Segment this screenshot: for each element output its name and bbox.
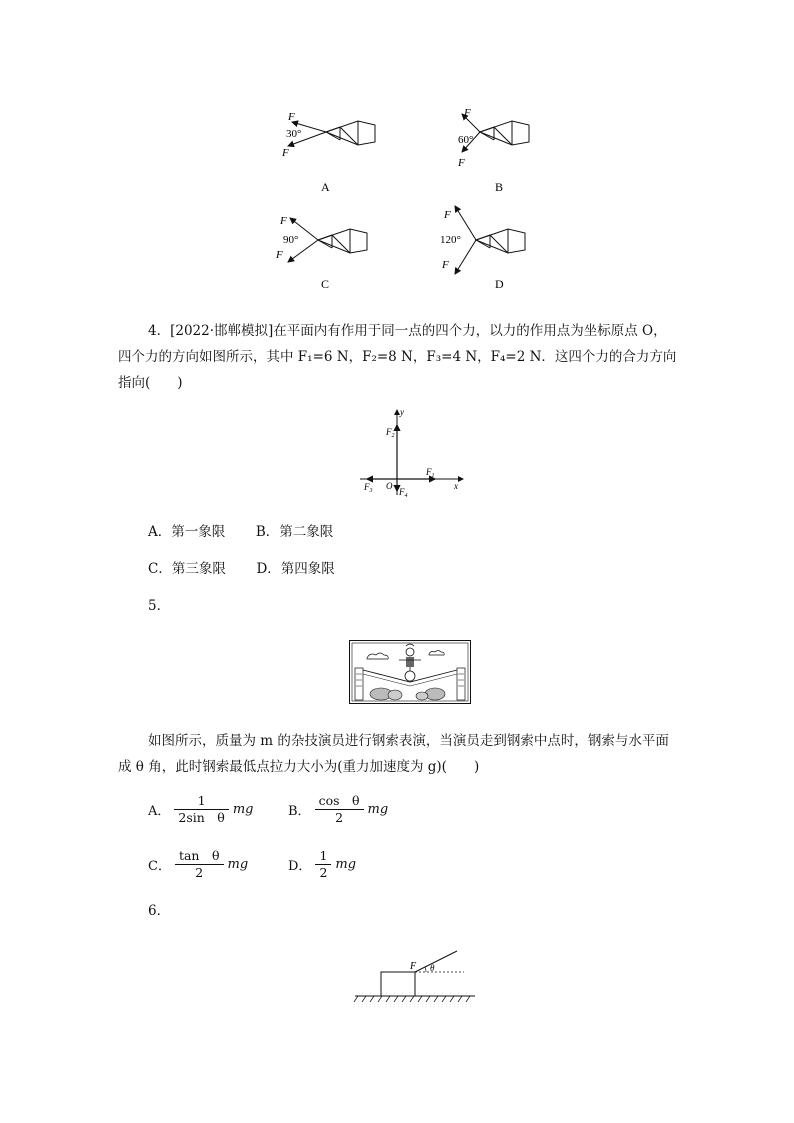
option-d-force-top: F [444, 209, 451, 221]
q5-option-c-tail: mg [227, 857, 249, 872]
q5-line-1: 如图所示，质量为 m 的杂技演员进行钢索表演，当演员走到钢索中点时，钢索与水平面 [148, 733, 669, 749]
q5-option-b-tail: mg [367, 802, 389, 817]
f1-label: $F_1$ [426, 467, 435, 479]
option-c-label: C [321, 277, 330, 291]
option-a-force-bottom: F [282, 147, 289, 159]
x-axis-label: x [454, 481, 458, 491]
option-c-diagram [288, 218, 367, 262]
q5-option-a-label: A． [148, 804, 171, 819]
q5-option-d-fraction [315, 848, 331, 881]
option-a-angle: 30° [286, 128, 302, 140]
question-4 [118, 318, 698, 396]
q4-option-b[interactable]: B．第二象限 [255, 524, 334, 540]
q5-option-c[interactable] [148, 848, 248, 881]
q5-option-c-label: C． [148, 859, 171, 874]
q5-option-d[interactable] [288, 848, 356, 881]
option-b-force-top: F [464, 107, 471, 119]
origin-label: O [386, 481, 393, 491]
option-a-force-top: F [288, 111, 295, 123]
q4-option-c[interactable]: C．第三象限 [148, 561, 226, 577]
q6-block-figure [350, 945, 480, 1007]
q5-option-d-denominator: 2 [319, 865, 328, 880]
option-b-angle: 60° [458, 134, 474, 146]
f4-label: $F_4$ [399, 487, 408, 499]
option-d-angle: 120° [440, 234, 461, 246]
q6-angle-label: θ [430, 963, 435, 973]
q5-option-b-denominator: 2 [335, 810, 344, 825]
q5-number: 5． [148, 598, 171, 614]
f3-label: $F_3$ [364, 482, 373, 494]
q5-option-b[interactable] [288, 793, 388, 826]
top-options-figure [260, 100, 560, 300]
q5-option-c-numerator: tan θ [175, 848, 224, 865]
q6-force-label: F [410, 961, 417, 972]
q4-line-3: 指向( ) [118, 375, 183, 391]
option-b-label: B [495, 180, 504, 194]
q5-option-d-tail: mg [335, 857, 357, 872]
q5-option-b-label: B． [288, 804, 311, 819]
q4-force-diagram [355, 405, 475, 500]
option-c-force-top: F [280, 215, 287, 227]
question-5 [118, 728, 698, 780]
q6-number: 6． [148, 903, 171, 919]
q5-option-a[interactable] [148, 793, 254, 826]
q4-line-1: 4．[2022·邯郸模拟]在平面内有作用于同一点的四个力，以力的作用点为坐标原点 O， [148, 323, 667, 339]
q5-option-b-fraction [315, 793, 364, 826]
q5-option-c-denominator: 2 [195, 865, 204, 880]
q5-option-a-numerator: 1 [174, 793, 228, 810]
q5-option-a-denominator: 2sin θ [178, 810, 225, 825]
f2-label: $F_2$ [386, 427, 395, 439]
option-b-diagram [462, 114, 529, 152]
q4-line-2: 四个力的方向如图所示，其中 F₁=6 N，F₂=8 N，F₃=4 N，F₄=2 N．这四个力的合力方向 [118, 349, 677, 365]
q5-option-c-fraction [175, 848, 224, 881]
q5-option-a-tail: mg [232, 802, 254, 817]
q4-option-d[interactable]: D．第四象限 [256, 561, 335, 577]
q5-option-b-numerator: cos θ [315, 793, 364, 810]
q5-option-d-label: D． [288, 859, 312, 874]
option-d-label: D [495, 277, 504, 291]
q5-line-2: 成 θ 角，此时钢索最低点拉力大小为(重力加速度为 g)( ) [118, 759, 480, 775]
option-c-angle: 90° [283, 234, 299, 246]
option-b-force-bottom: F [458, 157, 465, 169]
q5-tightrope-figure [349, 640, 471, 704]
y-axis-label: y [400, 407, 404, 417]
option-c-force-bottom: F [276, 249, 283, 261]
q5-option-a-fraction [174, 793, 228, 826]
option-d-force-bottom: F [442, 259, 449, 271]
q4-option-a[interactable]: A．第一象限 [148, 524, 226, 540]
option-d-diagram [455, 206, 525, 274]
q4-options-row-2 [148, 555, 335, 583]
option-a-label: A [321, 180, 330, 194]
q5-option-d-numerator: 1 [315, 848, 331, 865]
q4-options-row-1 [148, 518, 333, 546]
